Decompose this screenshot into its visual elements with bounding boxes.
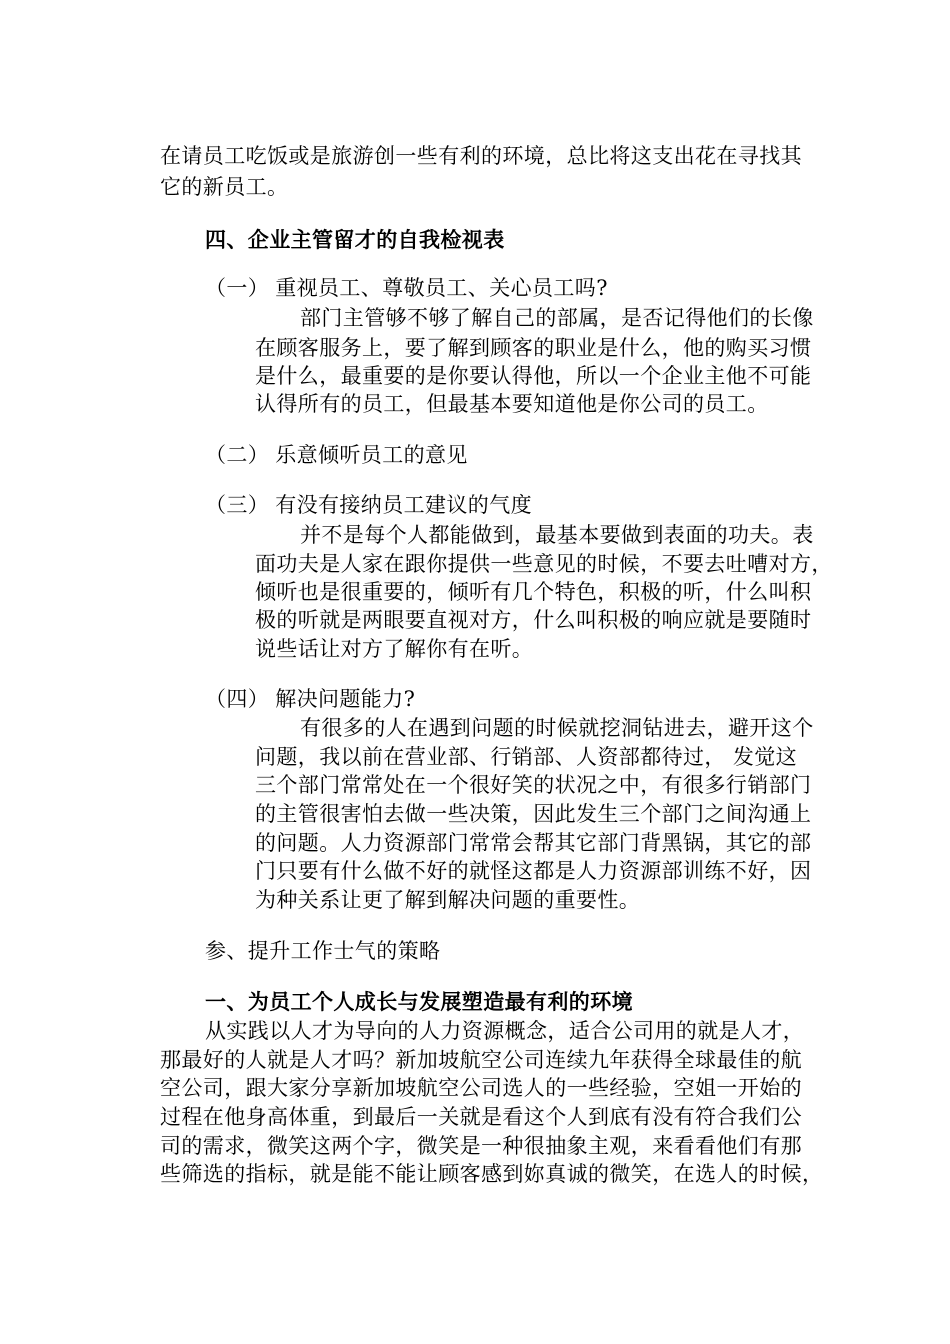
item-one-number: （一） bbox=[205, 276, 270, 300]
item-three-title-row bbox=[205, 490, 532, 520]
item-two-title: 乐意倾听员工的意见 bbox=[275, 443, 468, 467]
item-four-line-1: 有很多的人在遇到问题的时候就挖洞钻进去，避开这个 bbox=[300, 716, 814, 740]
item-one-title: 重视员工、尊敬员工、关心员工吗? bbox=[275, 276, 608, 300]
section-can-heading: 参、提升工作士气的策略 bbox=[205, 939, 441, 963]
item-four-line-3: 三个部门常常处在一个很好笑的状况之中，有很多行销部门 bbox=[255, 773, 812, 797]
item-one-line-3: 是什么，最重要的是你要认得他，所以一个企业主他不可能 bbox=[255, 364, 812, 388]
item-one-line-4: 认得所有的员工，但最基本要知道他是你公司的员工。 bbox=[255, 392, 769, 416]
item-three-number: （三） bbox=[205, 493, 270, 517]
section-four-heading: 四、企业主管留才的自我检视表 bbox=[205, 227, 505, 252]
item-three-title: 有没有接纳员工建议的气度 bbox=[275, 493, 533, 517]
section-one-heading: 一、为员工个人成长与发展塑造最有利的环境 bbox=[205, 989, 633, 1014]
item-three-line-2: 面功夫是人家在跟你提供一些意见的时候，不要去吐嘈对方， bbox=[255, 552, 833, 576]
item-four-line-4: 的主管很害怕去做一些决策，因此发生三个部门之间沟通上 bbox=[255, 802, 812, 826]
section-one-line-2: 那最好的人就是人才吗？新加坡航空公司连续九年获得全球最佳的航 bbox=[160, 1048, 802, 1072]
item-three-line-4: 极的听就是两眼要直视对方，什么叫积极的响应就是要随时 bbox=[255, 608, 812, 632]
item-four-title: 解决问题能力? bbox=[275, 687, 416, 711]
section-one-line-3: 空公司，跟大家分享新加坡航空公司选人的一些经验，空姐一开始的 bbox=[160, 1076, 802, 1100]
item-four-number: （四） bbox=[205, 687, 270, 711]
intro-line-1: 在请员工吃饭或是旅游创一些有利的环境，总比将这支出花在寻找其 bbox=[160, 144, 802, 168]
item-one-title-row bbox=[205, 273, 608, 303]
item-four-line-6: 门只要有什么做不好的就怪这都是人力资源部训练不好，因 bbox=[255, 859, 812, 883]
item-one-line-1: 部门主管够不够了解自己的部属，是否记得他们的长像 bbox=[300, 306, 814, 330]
item-one-line-2: 在顾客服务上，要了解到顾客的职业是什么，他的购买习惯 bbox=[255, 336, 812, 360]
item-two-number: （二） bbox=[205, 443, 270, 467]
section-one-line-5: 司的需求，微笑这两个字，微笑是一种很抽象主观，来看看他们有那 bbox=[160, 1134, 802, 1158]
item-three-line-5: 说些话让对方了解你有在听。 bbox=[255, 637, 534, 661]
item-two-title-row bbox=[205, 440, 468, 470]
item-three-line-3: 倾听也是很重要的，倾听有几个特色，积极的听，什么叫积 bbox=[255, 580, 812, 604]
item-four-title-row bbox=[205, 684, 415, 714]
item-four-line-2: 问题，我以前在营业部、行销部、人资部都待过， 发觉这 bbox=[255, 745, 798, 769]
intro-line-2: 它的新员工。 bbox=[160, 175, 289, 199]
section-one-line-4: 过程在他身高体重，到最后一关就是看这个人到底有没有符合我们公 bbox=[160, 1105, 802, 1129]
item-three-line-1: 并不是每个人都能做到，最基本要做到表面的功夫。表 bbox=[300, 523, 814, 547]
section-one-line-1: 从实践以人才为导向的人力资源概念，适合公司用的就是人才， bbox=[205, 1019, 805, 1043]
item-four-line-5: 的问题。人力资源部门常常会帮其它部门背黑锅，其它的部 bbox=[255, 831, 812, 855]
item-four-line-7: 为种关系让更了解到解决问题的重要性。 bbox=[255, 888, 641, 912]
section-one-line-6: 些筛选的指标，就是能不能让顾客感到妳真诚的微笑，在选人的时候， bbox=[160, 1162, 824, 1186]
